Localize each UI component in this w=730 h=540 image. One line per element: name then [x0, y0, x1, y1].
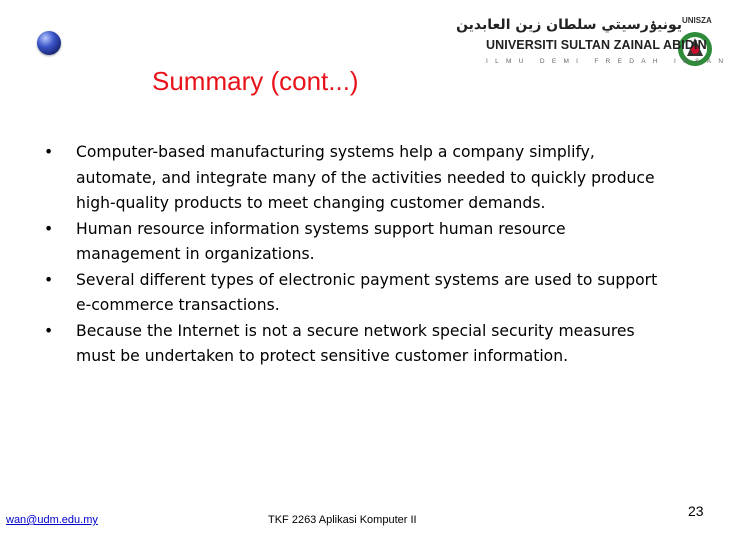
university-name: UNIVERSITI SULTAN ZAINAL ABIDIN — [486, 38, 707, 52]
footer-email-link[interactable]: wan@udm.edu.my — [6, 514, 98, 526]
svg-text:يونيۏرسيتي سلطان زين العابدين: يونيۏرسيتي سلطان زين العابدين — [456, 17, 682, 33]
university-logo — [456, 14, 730, 76]
bullet-glyph: • — [44, 219, 54, 238]
list-item: • Computer-based manufacturing systems help a company simplify, automate, and integrate many of the activities needed to quickly produce high-quality products to meet changing customer demands. — [44, 140, 664, 217]
summary-bullet-list — [44, 140, 664, 370]
list-item: • Because the Internet is not a secure network special security measures must be undertaken to protect sensitive customer information. — [44, 319, 664, 370]
university-motto: ILMU DEMI FREDAH INSAN — [486, 58, 730, 65]
list-item: • Human resource information systems support human resource management in organizations. — [44, 217, 664, 268]
bullet-glyph: • — [44, 321, 54, 340]
slide-title: Summary (cont...) — [152, 66, 359, 96]
arabic-calligraphy-logo — [456, 14, 684, 34]
page-number: 23 — [688, 503, 704, 519]
bullet-glyph: • — [44, 270, 54, 289]
list-item: • Several different types of electronic payment systems are used to support e-commerce transactions. — [44, 268, 664, 319]
bullet-glyph: • — [44, 143, 54, 161]
decorative-sphere-icon — [37, 31, 61, 55]
footer-course-title: TKF 2263 Aplikasi Komputer II — [268, 514, 417, 526]
unisza-badge: UNISZA — [682, 16, 712, 25]
